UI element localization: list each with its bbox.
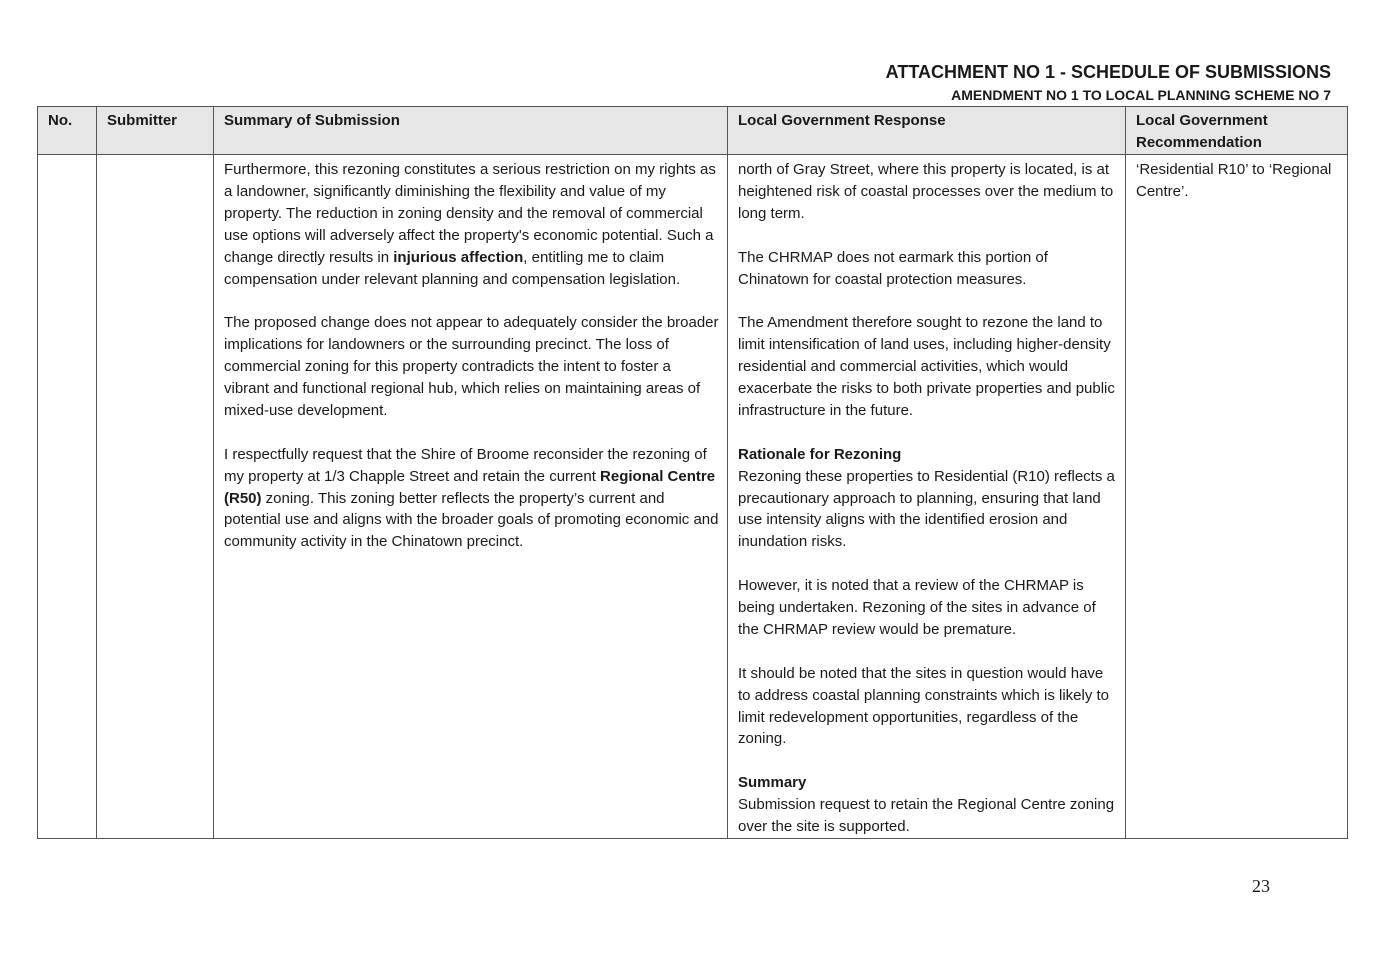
summary-text: , entitling me to claim compensation under relevant planning and compensation legislation.: [224, 248, 681, 288]
summary-paragraph: The proposed change does not appear to adequately consider the broader implications for landowners or the surrounding precinct. The loss of commercial zoning for this property contradicts the intent to foster a vibrant and functional regional hub, which relies on maintaining areas of mixed-use development.: [224, 314, 719, 419]
document-subtitle: AMENDMENT NO 1 TO LOCAL PLANNING SCHEME NO 7: [951, 87, 1331, 103]
page-number: 23: [1252, 876, 1270, 896]
table-header-row: [38, 107, 1348, 155]
response-rationale: [738, 444, 1117, 554]
response-paragraph: The Amendment therefore sought to rezone the land to limit intensification of land uses, including higher-density residential and commercial activities, which would exacerbate the risks to both private properties and public infrastructure in the future.: [738, 314, 1115, 419]
summary-conclusion-text: Submission request to retain the Regional Centre zoning over the site is supported.: [738, 796, 1115, 836]
column-header-response: Local Government Response: [728, 107, 1126, 155]
summary-emphasis: Regional Centre (R50): [224, 467, 716, 507]
summary-text: zoning. This zoning better reflects the property’s current and potential use and aligns with the broader goals of promoting economic and community activity in the Chinatown precinct.: [224, 489, 719, 551]
summary-text: I respectfully request that the Shire of Broome reconsider the rezoning of my property at 1/3 Chapple Street and retain the current: [224, 445, 707, 485]
submissions-table: [37, 106, 1348, 839]
table-row: [38, 155, 1348, 839]
document-title: ATTACHMENT NO 1 - SCHEDULE OF SUBMISSIONS: [885, 62, 1331, 82]
response-summary: [738, 772, 1117, 838]
document-titles: [886, 60, 1331, 106]
column-header-summary: Summary of Submission: [214, 107, 728, 155]
summary-text: Furthermore, this rezoning constitutes a serious restriction on my rights as a landowner, significantly diminishing the flexibility and value of my property. The reduction in zoning density and the removal of commercial use options will adversely affect the property's economic potential. Such a change directly results in: [224, 161, 716, 266]
summary-emphasis: injurious affection: [393, 248, 524, 266]
column-header-submitter: Submitter: [97, 107, 214, 155]
summary-heading: Summary: [738, 774, 807, 792]
response-paragraph: north of Gray Street, where this property is located, is at heightened risk of coastal processes over the medium to long term.: [738, 161, 1114, 222]
response-paragraph: However, it is noted that a review of the CHRMAP is being undertaken. Rezoning of the sites in advance of the CHRMAP review would be premature.: [738, 577, 1096, 638]
cell-no: [38, 155, 97, 839]
cell-summary: [214, 155, 728, 839]
cell-submitter: [97, 155, 214, 839]
column-header-no: No.: [38, 107, 97, 155]
summary-paragraph: [224, 444, 719, 554]
rationale-heading: Rationale for Rezoning: [738, 445, 902, 463]
cell-recommendation: ‘Residential R10’ to ‘Regional Centre’.: [1126, 155, 1348, 839]
rationale-text: Rezoning these properties to Residential (R10) reflects a precautionary approach to planning, ensuring that land use intensity aligns with the identified erosion and inundation risks.: [738, 467, 1115, 551]
response-paragraph: The CHRMAP does not earmark this portion of Chinatown for coastal protection measures.: [738, 248, 1048, 288]
column-header-recommendation: Local Government Recommendation: [1126, 107, 1348, 155]
cell-response: [728, 155, 1126, 839]
response-paragraph: It should be noted that the sites in question would have to address coastal planning constraints which is likely to limit redevelopment opportunities, regardless of the zoning.: [738, 664, 1110, 748]
summary-paragraph: [224, 159, 719, 290]
